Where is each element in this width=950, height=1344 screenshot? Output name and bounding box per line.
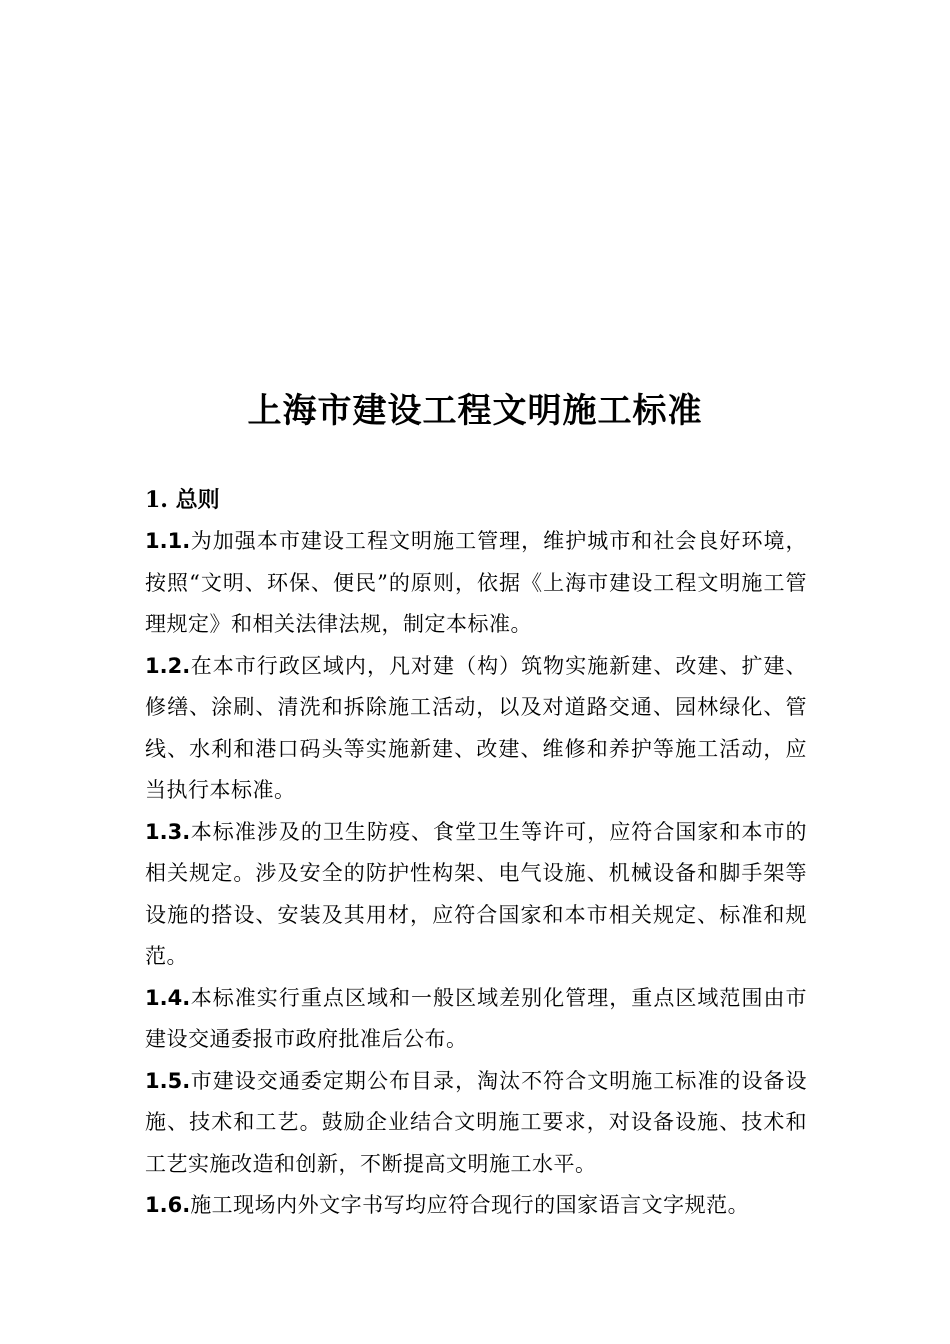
paragraph-text: 在本市行政区域内，凡对建（构）筑物实施新建、改建、扩建、修缮、涂刷、清洗和拆除施工活动，以及对道路交通、园林绿化、管线、水利和港口码头等实施新建、改建、维修和养护等施工活动，应当执行本标准。: [145, 653, 807, 802]
paragraph-text: 市建设交通委定期公布目录，淘汰不符合文明施工标准的设备设施、技术和工艺。鼓励企业结合文明施工要求，对设备设施、技术和工艺实施改造和创新，不断提高文明施工水平。: [145, 1068, 807, 1176]
paragraph-number: 1.2.: [145, 653, 191, 678]
paragraph-text: 本标准涉及的卫生防疫、食堂卫生等许可，应符合国家和本市的相关规定。涉及安全的防护性构架、电气设施、机械设备和脚手架等设施的搭设、安装及其用材，应符合国家和本市相关规定、标准和规范。: [145, 819, 807, 968]
paragraph-1-2: [145, 646, 807, 812]
section-heading: 1. 总则: [145, 487, 220, 513]
paragraph-1-1: [145, 521, 807, 646]
paragraph-number: 1.6.: [145, 1193, 191, 1217]
paragraph-1-3: [145, 812, 807, 978]
paragraph-1-5: [145, 1061, 807, 1186]
paragraph-number: 1.3.: [145, 819, 191, 844]
paragraph-number: 1.5.: [145, 1068, 191, 1093]
document-body: [145, 480, 807, 1227]
paragraph-text: 施工现场内外文字书写均应符合现行的国家语言文字规范。: [190, 1193, 750, 1217]
paragraph-1-6: [145, 1185, 807, 1227]
paragraph-text: 为加强本市建设工程文明施工管理，维护城市和社会良好环境，按照“文明、环保、便民”的原则，依据《上海市建设工程文明施工管理规定》和相关法律法规，制定本标准。: [145, 529, 807, 636]
document-title: 上海市建设工程文明施工标准: [247, 391, 703, 431]
paragraph-number: 1.4.: [145, 985, 191, 1010]
paragraph-text: 本标准实行重点区域和一般区域差别化管理，重点区域范围由市建设交通委报市政府批准后公布。: [145, 985, 807, 1051]
paragraph-1-4: [145, 978, 807, 1061]
paragraph-number: 1.1.: [145, 529, 191, 553]
